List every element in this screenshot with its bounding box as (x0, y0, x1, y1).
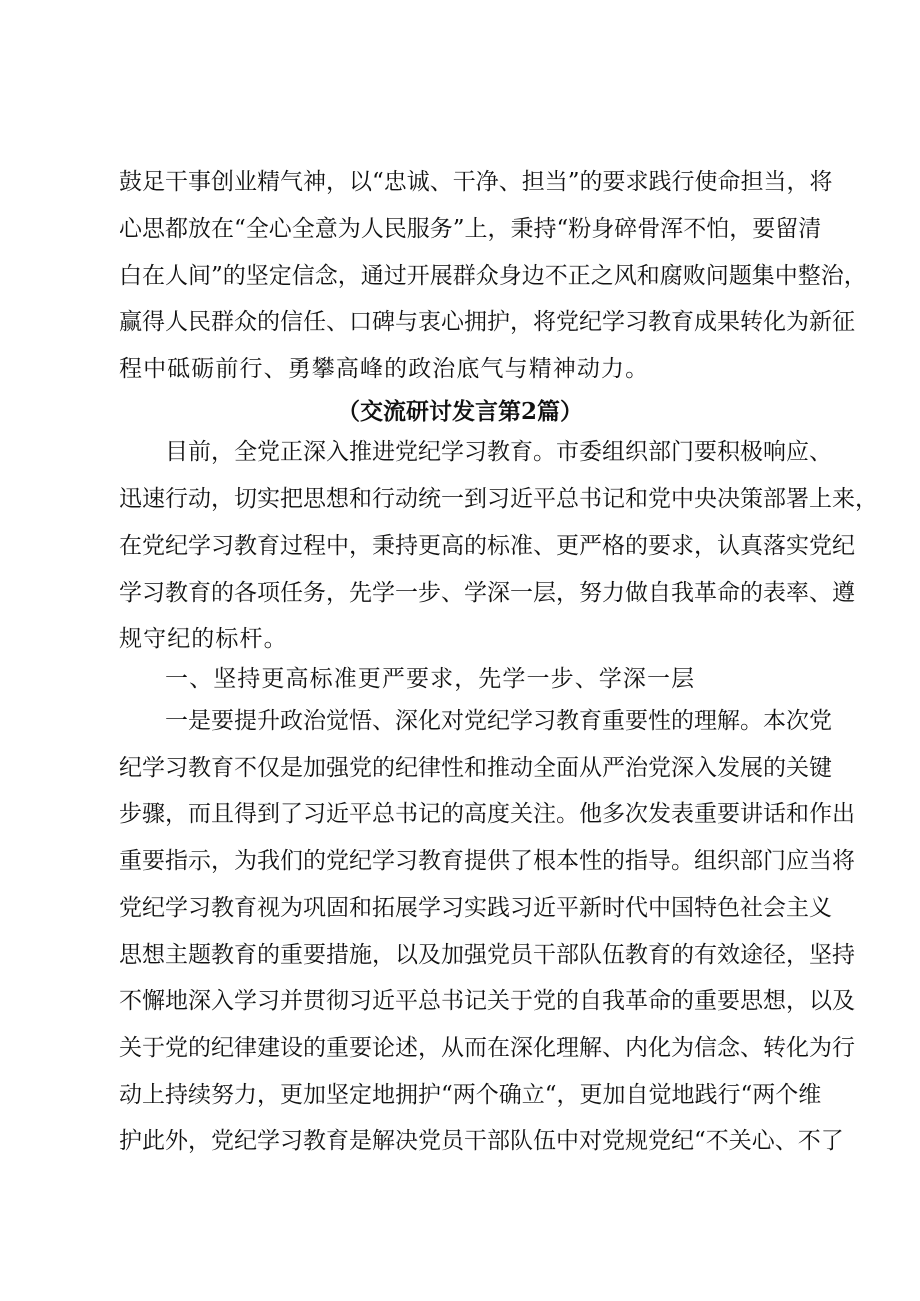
para2-line-5: 规守纪的标杆。 (119, 626, 288, 652)
para2-line-4: 学习教育的各项任务，先学一步、学深一层，努力做自我革命的表率、遵 (119, 580, 855, 606)
para3-line-3: 步骤，而且得到了习近平总书记的高度关注。他多次发表重要讲话和作出 (119, 801, 855, 827)
para3-line-1: 一是要提升政治觉悟、深化对党纪学习教育重要性的理解。本次党 (165, 708, 832, 734)
section1-title: 一、坚持更高标准更严要求，先学一步、学深一层 (165, 666, 696, 692)
para2-line-3: 在党纪学习教育过程中，秉持更高的标准、更严格的要求，认真落实党纪 (119, 533, 855, 559)
para1-line-5: 程中砥砺前行、勇攀高峰的政治底气与精神动力。 (119, 356, 650, 382)
para3-line-9: 动上持续努力，更加坚定地拥护“两个确立“，更加自觉地践行“两个维 (119, 1082, 822, 1108)
para3-line-2: 纪学习教育不仅是加强党的纪律性和推动全面从严治党深入发展的关键 (119, 755, 832, 781)
para1-line-4: 赢得人民群众的信任、口碑与衷心拥护，将党纪学习教育成果转化为新征 (119, 309, 855, 335)
para3-line-7: 不懈地深入学习并贯彻习近平总书记关于党的自我革命的重要思想，以及 (119, 988, 855, 1014)
section-heading: （交流研讨发言第2篇） (336, 398, 583, 425)
para2-line-1: 目前，全党正深入推进党纪学习教育。市委组织部门要积极响应、 (165, 439, 832, 465)
para3-line-6: 思想主题教育的重要措施，以及加强党员干部队伍教育的有效途径，坚持 (119, 942, 855, 968)
para1-line-2: 心思都放在“全心全意为人民服务”上，秉持“粉身碎骨浑不怕，要留清 (119, 216, 822, 242)
para3-line-10: 护此外，党纪学习教育是解决党员干部队伍中对党规党纪“不关心、不了 (119, 1128, 844, 1154)
para2-line-2: 迅速行动，切实把思想和行动统一到习近平总书记和党中央决策部署上来， (119, 486, 878, 512)
para3-line-8: 关于党的纪律建设的重要论述，从而在深化理解、内化为信念、转化为行 (119, 1035, 855, 1061)
para3-line-4: 重要指示，为我们的党纪学习教育提供了根本性的指导。组织部门应当将 (119, 848, 855, 874)
para3-line-5: 党纪学习教育视为巩固和拓展学习实践习近平新时代中国特色社会主义 (119, 895, 832, 921)
para1-line-1: 鼓足干事创业精气神，以“忠诚、干净、担当”的要求践行使命担当，将 (119, 169, 833, 195)
para1-line-3: 白在人间”的坚定信念，通过开展群众身边不正之风和腐败问题集中整治， (119, 263, 867, 289)
